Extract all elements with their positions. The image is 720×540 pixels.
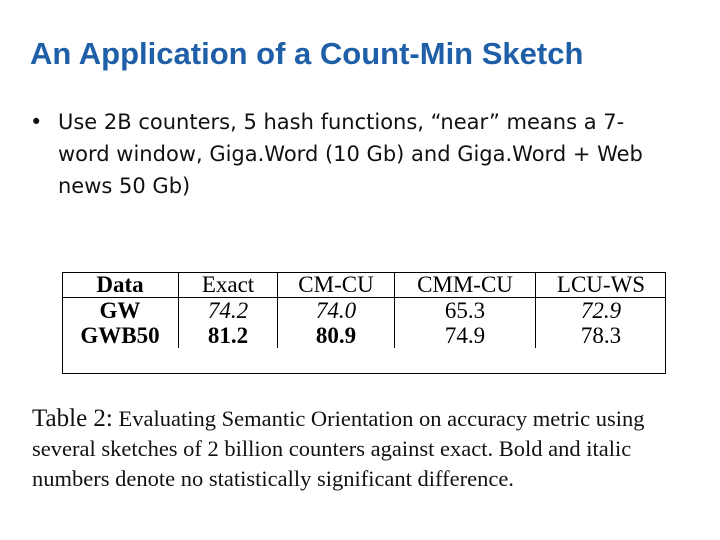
cell-cm-cu: 74.0 <box>278 298 395 324</box>
cell-data: GWB50 <box>62 323 179 348</box>
cell-data: GW <box>62 298 179 324</box>
table-header-row <box>62 272 666 298</box>
cell-cmm-cu: 65.3 <box>395 298 536 324</box>
bullet-text: Use 2B counters, 5 hash functions, “near” means a 7-word window, Giga.Word (10 Gb) and Giga.Word + Web news 50 Gb) <box>58 110 643 198</box>
table-row <box>62 323 666 348</box>
cell-exact: 74.2 <box>179 298 278 324</box>
caption-text: Evaluating Semantic Orientation on accuracy metric using several sketches of 2 billion counters against exact. Bold and italic numbers denote no statistically significant difference. <box>32 406 645 491</box>
cell-lcu-ws: 72.9 <box>580 298 622 323</box>
cell-cm-cu: 80.9 <box>278 323 395 348</box>
header-cm-cu: CM-CU <box>278 272 395 298</box>
bullet-item <box>30 106 670 202</box>
table-caption <box>32 404 702 494</box>
caption-label: Table 2: <box>32 405 113 432</box>
cell-lcu-ws: 78.3 <box>580 323 622 348</box>
header-cmm-cu: CMM-CU <box>395 272 536 298</box>
table-row <box>62 298 666 324</box>
cell-cmm-cu: 74.9 <box>395 323 536 348</box>
slide-title: An Application of a Count-Min Sketch <box>30 36 584 71</box>
header-exact: Exact <box>179 272 278 298</box>
results-table <box>62 272 666 348</box>
header-data: Data <box>62 272 179 298</box>
header-lcu-ws: LCU-WS <box>536 272 667 298</box>
bullet-symbol: • <box>30 110 43 134</box>
cell-exact: 81.2 <box>179 323 278 348</box>
